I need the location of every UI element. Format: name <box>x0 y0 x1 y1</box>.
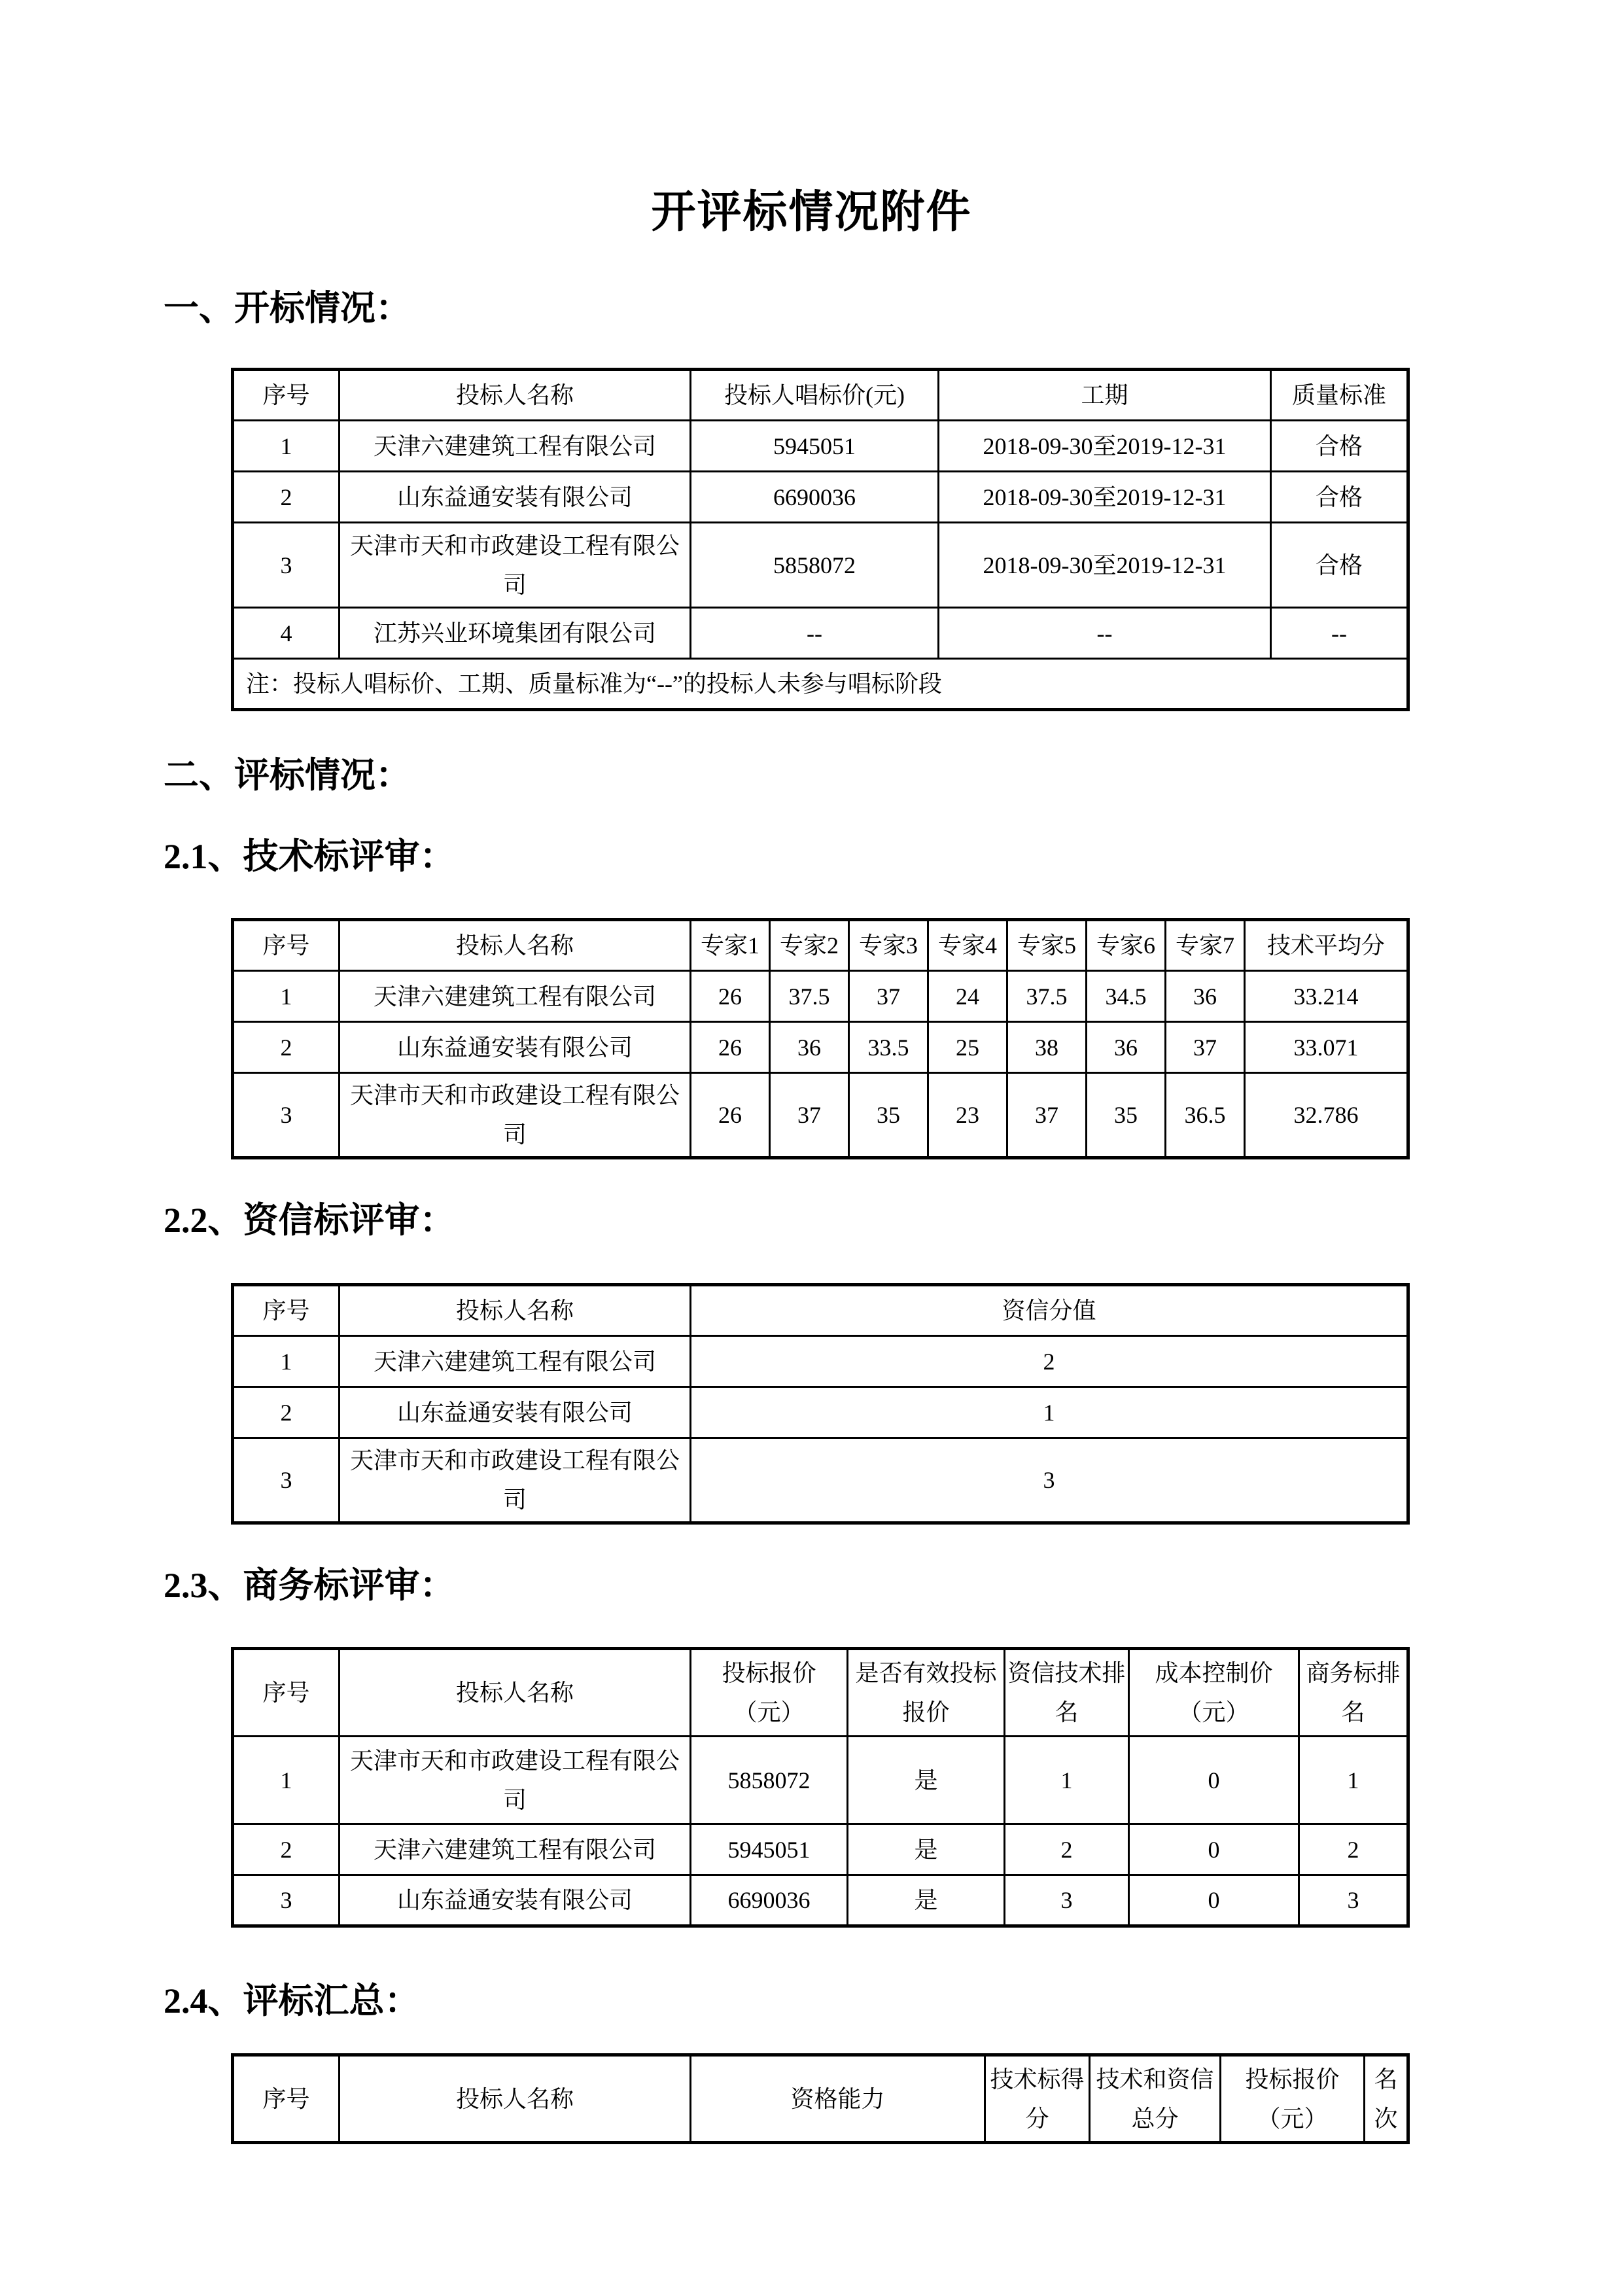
cell-score: 25 <box>928 1022 1007 1073</box>
cell-credit-score: 3 <box>691 1438 1408 1523</box>
header-cell: 资格能力 <box>691 2055 985 2143</box>
table-row <box>233 1824 1408 1875</box>
table-row <box>233 1875 1408 1926</box>
cell-price: 5945051 <box>691 1824 848 1875</box>
cell-price: 5858072 <box>691 1737 848 1824</box>
cell-valid: 是 <box>848 1875 1005 1926</box>
cell-quality: 合格 <box>1271 421 1408 472</box>
cell-score: 26 <box>691 971 770 1022</box>
header-cell: 技术标得分 <box>985 2055 1090 2143</box>
header-cell: 专家7 <box>1166 920 1245 971</box>
commercial-table <box>231 1647 1410 1928</box>
table-header-row <box>233 1285 1408 1336</box>
cell-name: 天津市天和市政建设工程有限公司 <box>340 523 691 608</box>
cell-score: 26 <box>691 1073 770 1158</box>
section-heading-summary: 2.4、评标汇总： <box>164 1981 420 2021</box>
cell-name: 山东益通安装有限公司 <box>340 1387 691 1438</box>
cell-period: -- <box>939 608 1271 659</box>
cell-no: 3 <box>233 1438 340 1523</box>
table-row <box>233 1387 1408 1438</box>
cell-period: 2018-09-30至2019-12-31 <box>939 421 1271 472</box>
header-cell: 资信分值 <box>691 1285 1408 1336</box>
cell-name: 山东益通安装有限公司 <box>340 1022 691 1073</box>
cell-name: 江苏兴业环境集团有限公司 <box>340 608 691 659</box>
cell-no: 1 <box>233 1336 340 1387</box>
cell-no: 1 <box>233 421 340 472</box>
header-cell: 投标报价（元） <box>1221 2055 1365 2143</box>
header-cell: 名次 <box>1365 2055 1408 2143</box>
header-cell: 技术和资信总分 <box>1090 2055 1221 2143</box>
table-row <box>233 1022 1408 1073</box>
table-header-row <box>233 370 1408 421</box>
header-cell: 投标人名称 <box>340 2055 691 2143</box>
cell-no: 2 <box>233 472 340 523</box>
cell-name: 天津市天和市政建设工程有限公司 <box>340 1073 691 1158</box>
header-cell: 资信技术排名 <box>1005 1649 1129 1737</box>
header-cell: 技术平均分 <box>1245 920 1408 971</box>
cell-name: 天津六建建筑工程有限公司 <box>340 1824 691 1875</box>
cell-name: 天津六建建筑工程有限公司 <box>340 1336 691 1387</box>
cell-period: 2018-09-30至2019-12-31 <box>939 472 1271 523</box>
cell-name: 天津六建建筑工程有限公司 <box>340 971 691 1022</box>
cell-quality: -- <box>1271 608 1408 659</box>
table-row <box>233 1737 1408 1824</box>
cell-score: 35 <box>849 1073 928 1158</box>
cell-score: 36 <box>1166 971 1245 1022</box>
cell-average: 32.786 <box>1245 1073 1408 1158</box>
cell-rank: 1 <box>1005 1737 1129 1824</box>
cell-no: 2 <box>233 1022 340 1073</box>
cell-no: 3 <box>233 1073 340 1158</box>
header-cell: 投标人名称 <box>340 1649 691 1737</box>
cell-score: 36 <box>1087 1022 1166 1073</box>
cell-score: 37.5 <box>1007 971 1087 1022</box>
header-cell: 专家1 <box>691 920 770 971</box>
cell-no: 2 <box>233 1387 340 1438</box>
cell-no: 1 <box>233 971 340 1022</box>
cell-no: 4 <box>233 608 340 659</box>
header-cell: 投标人名称 <box>340 1285 691 1336</box>
note-row <box>233 659 1408 710</box>
cell-no: 3 <box>233 1875 340 1926</box>
header-cell: 投标人名称 <box>340 370 691 421</box>
header-cell: 投标人唱标价(元) <box>691 370 939 421</box>
section-heading-technical: 2.1、技术标评审： <box>164 837 455 876</box>
cell-average: 33.214 <box>1245 971 1408 1022</box>
header-cell: 序号 <box>233 370 340 421</box>
page-title: 开评标情况附件 <box>651 187 972 237</box>
summary-table <box>231 2053 1410 2144</box>
table-header-row <box>233 1649 1408 1737</box>
table-row <box>233 472 1408 523</box>
cell-cost: 0 <box>1129 1824 1299 1875</box>
table-row <box>233 1438 1408 1523</box>
cell-name: 山东益通安装有限公司 <box>340 472 691 523</box>
header-cell: 投标报价（元） <box>691 1649 848 1737</box>
cell-score: 37.5 <box>770 971 849 1022</box>
table-row <box>233 421 1408 472</box>
cell-price: 6690036 <box>691 472 939 523</box>
cell-score: 37 <box>770 1073 849 1158</box>
cell-quality: 合格 <box>1271 472 1408 523</box>
section-heading-evaluation: 二、评标情况： <box>164 756 411 795</box>
cell-score: 37 <box>849 971 928 1022</box>
cell-score: 35 <box>1087 1073 1166 1158</box>
section-heading-opening: 一、开标情况： <box>164 289 411 328</box>
header-cell: 序号 <box>233 1649 340 1737</box>
cell-score: 38 <box>1007 1022 1087 1073</box>
table-header-row <box>233 920 1408 971</box>
cell-score: 37 <box>1166 1022 1245 1073</box>
cell-score: 36.5 <box>1166 1073 1245 1158</box>
table-row <box>233 971 1408 1022</box>
cell-score: 34.5 <box>1087 971 1166 1022</box>
cell-rank: 2 <box>1005 1824 1129 1875</box>
section-heading-credit: 2.2、资信标评审： <box>164 1201 455 1240</box>
cell-score: 24 <box>928 971 1007 1022</box>
cell-quality: 合格 <box>1271 523 1408 608</box>
opening-table <box>231 368 1410 711</box>
table-note: 注：投标人唱标价、工期、质量标准为“--”的投标人未参与唱标阶段 <box>233 659 1408 710</box>
cell-price: -- <box>691 608 939 659</box>
credit-table <box>231 1283 1410 1525</box>
cell-score: 33.5 <box>849 1022 928 1073</box>
cell-business-rank: 1 <box>1299 1737 1408 1824</box>
cell-price: 5858072 <box>691 523 939 608</box>
header-cell: 专家4 <box>928 920 1007 971</box>
cell-no: 2 <box>233 1824 340 1875</box>
cell-credit-score: 2 <box>691 1336 1408 1387</box>
cell-valid: 是 <box>848 1737 1005 1824</box>
header-cell: 投标人名称 <box>340 920 691 971</box>
cell-score: 37 <box>1007 1073 1087 1158</box>
section-heading-commercial: 2.3、商务标评审： <box>164 1566 455 1605</box>
table-row <box>233 1073 1408 1158</box>
cell-price: 5945051 <box>691 421 939 472</box>
cell-name: 天津市天和市政建设工程有限公司 <box>340 1737 691 1824</box>
cell-average: 33.071 <box>1245 1022 1408 1073</box>
table-header-row <box>233 2055 1408 2143</box>
header-cell: 序号 <box>233 1285 340 1336</box>
cell-name: 天津六建建筑工程有限公司 <box>340 421 691 472</box>
technical-table <box>231 918 1410 1159</box>
cell-no: 1 <box>233 1737 340 1824</box>
header-cell: 专家3 <box>849 920 928 971</box>
cell-score: 36 <box>770 1022 849 1073</box>
cell-name: 天津市天和市政建设工程有限公司 <box>340 1438 691 1523</box>
header-cell: 专家5 <box>1007 920 1087 971</box>
cell-credit-score: 1 <box>691 1387 1408 1438</box>
cell-price: 6690036 <box>691 1875 848 1926</box>
table-row <box>233 1336 1408 1387</box>
cell-valid: 是 <box>848 1824 1005 1875</box>
cell-score: 23 <box>928 1073 1007 1158</box>
cell-cost: 0 <box>1129 1737 1299 1824</box>
cell-score: 26 <box>691 1022 770 1073</box>
header-cell: 工期 <box>939 370 1271 421</box>
cell-business-rank: 3 <box>1299 1875 1408 1926</box>
table-row <box>233 608 1408 659</box>
header-cell: 序号 <box>233 920 340 971</box>
header-cell: 专家2 <box>770 920 849 971</box>
cell-business-rank: 2 <box>1299 1824 1408 1875</box>
header-cell: 序号 <box>233 2055 340 2143</box>
table-row <box>233 523 1408 608</box>
header-cell: 成本控制价（元） <box>1129 1649 1299 1737</box>
cell-no: 3 <box>233 523 340 608</box>
cell-cost: 0 <box>1129 1875 1299 1926</box>
cell-rank: 3 <box>1005 1875 1129 1926</box>
cell-name: 山东益通安装有限公司 <box>340 1875 691 1926</box>
header-cell: 商务标排名 <box>1299 1649 1408 1737</box>
cell-period: 2018-09-30至2019-12-31 <box>939 523 1271 608</box>
header-cell: 是否有效投标报价 <box>848 1649 1005 1737</box>
header-cell: 质量标准 <box>1271 370 1408 421</box>
header-cell: 专家6 <box>1087 920 1166 971</box>
